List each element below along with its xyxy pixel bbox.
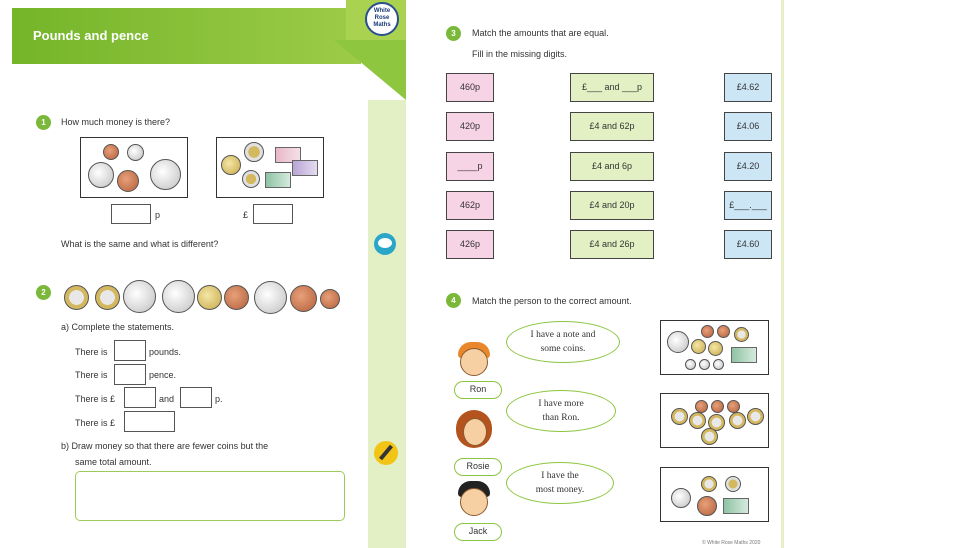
- coin-1-pound-icon: [747, 408, 764, 425]
- pencil-icon: [374, 441, 398, 465]
- name-label-jack: Jack: [454, 523, 502, 541]
- side-strip: [368, 100, 406, 548]
- coin-5p-icon: [127, 144, 144, 161]
- q2-decimal-input[interactable]: [124, 411, 175, 432]
- coin-1-pound-icon: [729, 412, 746, 429]
- pink-amount-card[interactable]: 462p: [446, 191, 494, 220]
- coin-50p-icon: [88, 162, 114, 188]
- q2-line1-pre: There is: [75, 347, 108, 357]
- q2-part-b-line2: same total amount.: [75, 457, 152, 467]
- q1-coin-frame-left: [80, 137, 188, 198]
- green-amount-card[interactable]: £___ and ___p: [570, 73, 654, 102]
- green-amount-card[interactable]: £4 and 26p: [570, 230, 654, 259]
- q2-line4-pre: There is £: [75, 418, 116, 428]
- q2-pounds-part-input[interactable]: [124, 387, 156, 408]
- coin-1-pound-icon: [242, 170, 260, 188]
- money-frame-b[interactable]: [660, 393, 769, 448]
- coin-2p-icon: [717, 325, 730, 338]
- rosie-face-icon: [454, 410, 494, 450]
- coin-20p-icon: [708, 341, 723, 356]
- q2-line3-pre: There is £: [75, 394, 116, 404]
- q4-prompt: Match the person to the correct amount.: [472, 296, 632, 306]
- rosie-speech-bubble: I have more than Ron.: [506, 390, 616, 432]
- speech-bubble-icon: [374, 233, 396, 255]
- coin-50p-icon: [671, 488, 691, 508]
- coin-50p-icon: [667, 331, 689, 353]
- green-amount-card[interactable]: £4 and 62p: [570, 112, 654, 141]
- q2-line1-post: pounds.: [149, 347, 182, 357]
- coin-1-pound-icon: [244, 142, 264, 162]
- title-banner: [12, 8, 361, 64]
- coin-1p-icon: [320, 289, 340, 309]
- pink-amount-card[interactable]: ____p: [446, 152, 494, 181]
- coin-1-pound-icon: [701, 428, 718, 445]
- question-4-number: 4: [446, 293, 461, 308]
- coin-5p-icon: [699, 359, 710, 370]
- q1-prompt: How much money is there?: [61, 117, 171, 127]
- q2-drawing-area[interactable]: [75, 471, 345, 521]
- coin-20p-icon: [691, 339, 706, 354]
- coin-2p-icon: [224, 285, 249, 310]
- coin-20p-icon: [221, 155, 241, 175]
- blue-amount-card[interactable]: £4.60: [724, 230, 772, 259]
- coin-1-pound-icon: [95, 285, 120, 310]
- copyright-text: © White Rose Maths 2020: [702, 540, 761, 546]
- q1-coin-frame-right: [216, 137, 324, 198]
- blue-amount-card[interactable]: £4.06: [724, 112, 772, 141]
- coin-2p-icon: [117, 170, 139, 192]
- q2-line2-pre: There is: [75, 370, 108, 380]
- jack-speech-bubble: I have the most money.: [506, 462, 614, 504]
- banner-triangle: [334, 40, 406, 100]
- blue-amount-card[interactable]: £4.20: [724, 152, 772, 181]
- pink-amount-card[interactable]: 426p: [446, 230, 494, 259]
- worksheet-right-page: [420, 0, 784, 548]
- coin-50p-icon: [150, 159, 181, 190]
- page-title: Pounds and pence: [33, 28, 149, 43]
- pink-amount-card[interactable]: 460p: [446, 73, 494, 102]
- coin-1-pound-icon: [725, 476, 741, 492]
- banknote-icon: [265, 172, 291, 188]
- coin-1-pound-icon: [701, 476, 717, 492]
- q2-line3-post: p.: [215, 394, 223, 404]
- coin-1-pound-icon: [734, 327, 749, 342]
- banknote-icon: [731, 347, 757, 363]
- ron-face-icon: [454, 340, 494, 380]
- q2-line2-post: pence.: [149, 370, 177, 380]
- question-1-number: 1: [36, 115, 51, 130]
- worksheet-left-page: [8, 0, 407, 548]
- coin-50p-icon: [162, 280, 195, 313]
- green-amount-card[interactable]: £4 and 20p: [570, 191, 654, 220]
- pink-amount-card[interactable]: 420p: [446, 112, 494, 141]
- question-3-number: 3: [446, 26, 461, 41]
- coin-2p-icon: [697, 496, 717, 516]
- coin-2p-icon: [103, 144, 119, 160]
- jack-face-icon: [454, 481, 494, 521]
- q2-part-a: a) Complete the statements.: [61, 322, 175, 332]
- coin-2p-icon: [701, 325, 714, 338]
- banknote-icon: [723, 498, 749, 514]
- coin-50p-icon: [254, 281, 287, 314]
- coin-20p-icon: [197, 285, 222, 310]
- name-label-rosie: Rosie: [454, 458, 502, 476]
- coin-2p-icon: [711, 400, 724, 413]
- q1-answer-input-pence[interactable]: [111, 204, 151, 224]
- coin-1-pound-icon: [689, 412, 706, 429]
- q2-line3-mid: and: [159, 394, 175, 404]
- coin-2p-icon: [290, 285, 317, 312]
- coin-50p-icon: [123, 280, 156, 313]
- q2-pounds-input[interactable]: [114, 340, 146, 361]
- q2-part-b-line1: b) Draw money so that there are fewer coins but the: [61, 441, 269, 451]
- blue-amount-card[interactable]: £___.___: [724, 191, 772, 220]
- coin-5p-icon: [685, 359, 696, 370]
- money-frame-c[interactable]: [660, 467, 769, 522]
- q1-unit-p: p: [155, 210, 161, 220]
- q1-unit-pound: £: [243, 210, 249, 220]
- coin-1-pound-icon: [671, 408, 688, 425]
- ron-speech-bubble: I have a note and some coins.: [506, 321, 620, 363]
- banknote-icon: [292, 160, 318, 176]
- green-amount-card[interactable]: £4 and 6p: [570, 152, 654, 181]
- name-label-ron: Ron: [454, 381, 502, 399]
- q2-pence-input[interactable]: [114, 364, 146, 385]
- question-2-number: 2: [36, 285, 51, 300]
- coin-5p-icon: [713, 359, 724, 370]
- q2-pence-part-input[interactable]: [180, 387, 212, 408]
- q1-follow-up: What is the same and what is different?: [61, 239, 219, 249]
- q1-answer-input-pounds[interactable]: [253, 204, 293, 224]
- q3-prompt-line1: Match the amounts that are equal.: [472, 28, 609, 38]
- q3-prompt-line2: Fill in the missing digits.: [472, 49, 568, 59]
- coin-1-pound-icon: [64, 285, 89, 310]
- money-frame-a[interactable]: [660, 320, 769, 375]
- white-rose-maths-logo: White Rose Maths: [365, 2, 399, 36]
- blue-amount-card[interactable]: £4.62: [724, 73, 772, 102]
